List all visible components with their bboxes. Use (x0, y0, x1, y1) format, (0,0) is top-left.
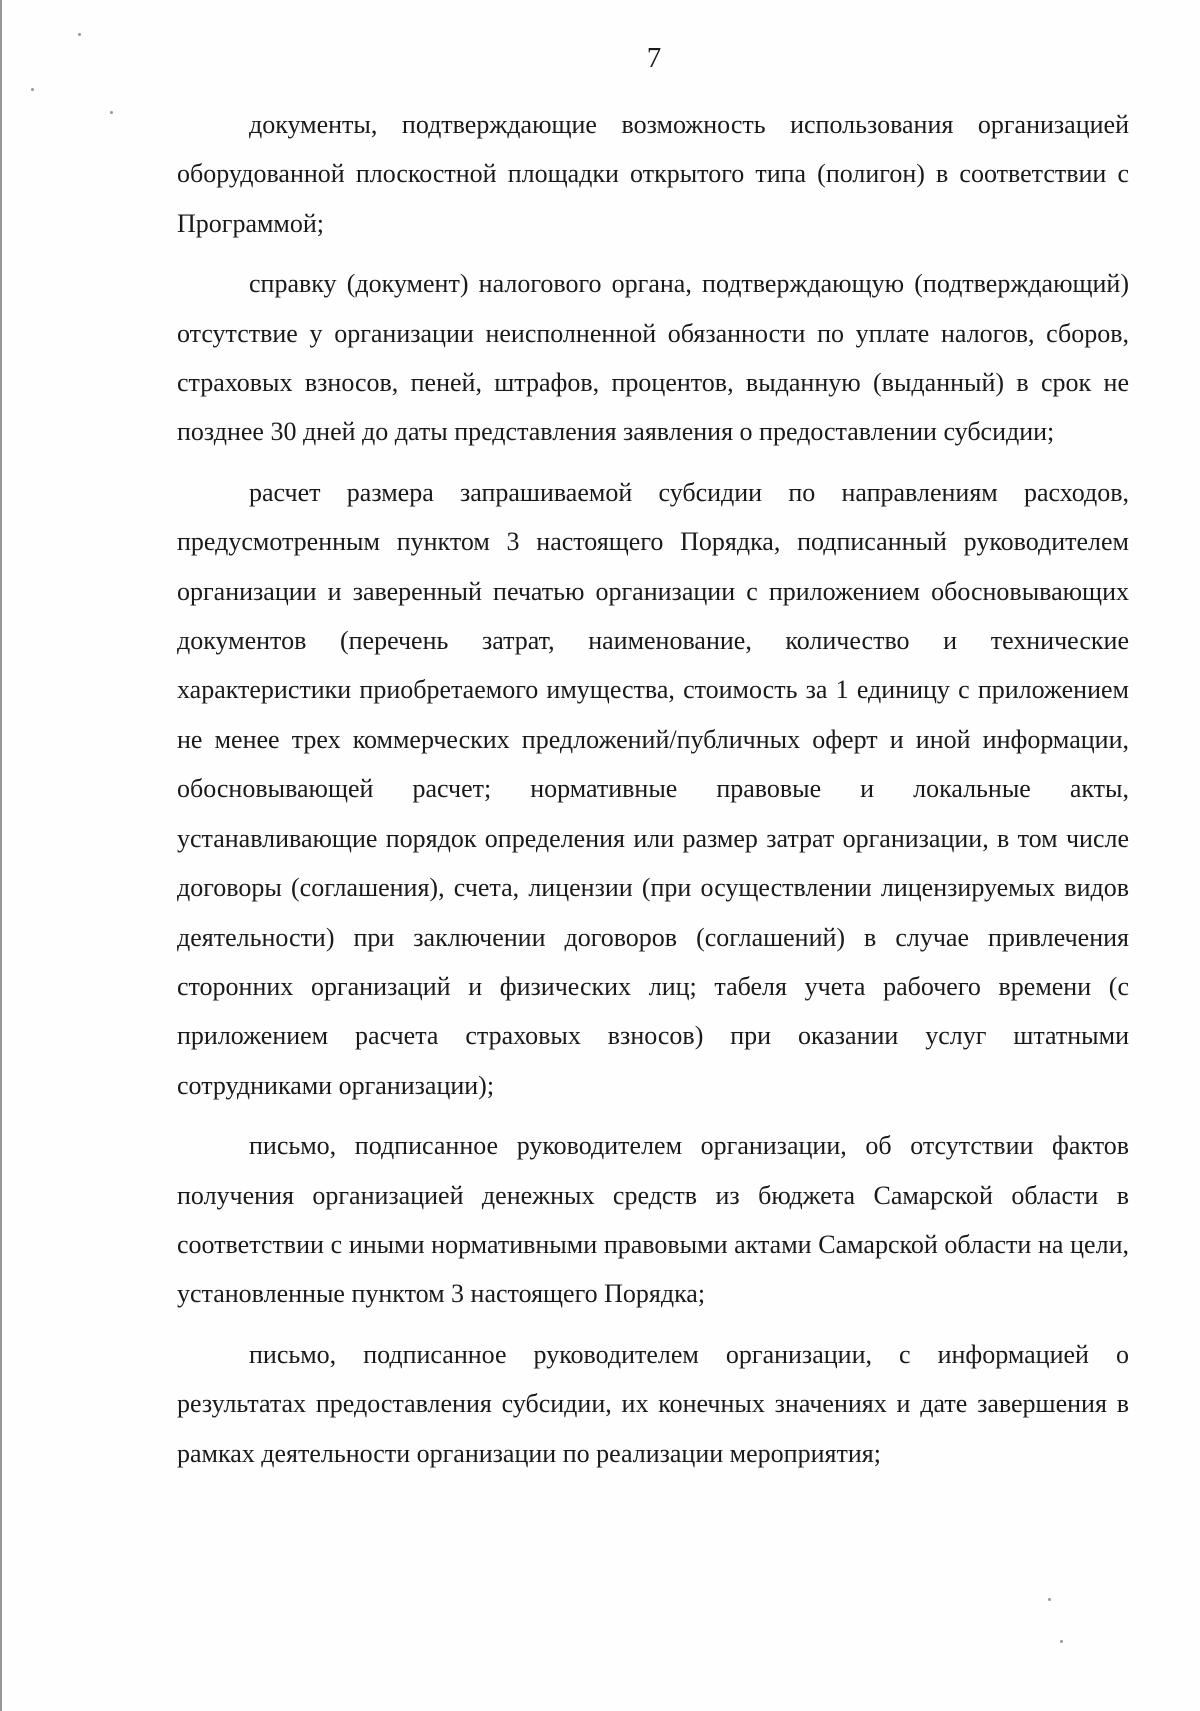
paragraph-subsidy-calculation: расчет размера запрашиваемой субсидии по направлениям расходов, предусмотренным пунктом 3 настоящего Порядка, подписанный руководителем организации и заверенный печатью организации с приложением обосновывающих документов (перечень затрат, наименование, количество и технические характеристики приобретаемого имущества, стоимость за 1 единицу с приложением не менее трех коммерческих предложений/публичных оферт и иной информации, обосновывающей расчет; нормативные правовые и локальные акты, устанавливающие порядок определения или размер затрат организации, в том числе договоры (соглашения), счета, лицензии (при осуществлении лицензируемых видов деятельности) при заключении договоров (соглашений) в случае привлечения сторонних организаций и физических лиц; табеля учета рабочего времени (с приложением расчета страховых взносов) при оказании услуг штатными сотрудниками организации); (177, 477, 1129, 1100)
scan-speck (1048, 1598, 1051, 1601)
paragraph-letter-no-funds: письмо, подписанное руководителем организации, об отсутствии фактов получения организацией денежных средств из бюджета Самарской области в соответствии с иными нормативными правовыми актами Самарской области на цели, установленные пунктом 3 настоящего Порядка; (177, 1131, 1129, 1309)
scan-speck (1060, 1640, 1063, 1643)
paragraph-documents-polygon: документы, подтверждающие возможность использования организацией оборудованной плоскостной площадки открытого типа (полигон) в соответствии с Программой; (177, 110, 1129, 238)
paragraph-letter-results: письмо, подписанное руководителем организации, с информацией о результатах предоставления субсидии, их конечных значениях и дате завершения в рамках деятельности организации по реализации мероприятия; (177, 1339, 1129, 1468)
scan-speck (78, 33, 81, 36)
page-number: 7 (646, 42, 662, 74)
paragraph-tax-certificate: справку (документ) налогового органа, подтверждающую (подтверждающий) отсутствие у организации неисполненной обязанности по уплате налогов, сборов, страховых взносов, пеней, штрафов, процентов, выданную (выданный) в срок не позднее 30 дней до даты представления заявления о предоставлении субсидии; (177, 269, 1129, 447)
scan-speck (31, 88, 34, 91)
scan-speck (110, 111, 113, 114)
document-body (177, 100, 1129, 1489)
scan-edge (0, 0, 2, 1711)
